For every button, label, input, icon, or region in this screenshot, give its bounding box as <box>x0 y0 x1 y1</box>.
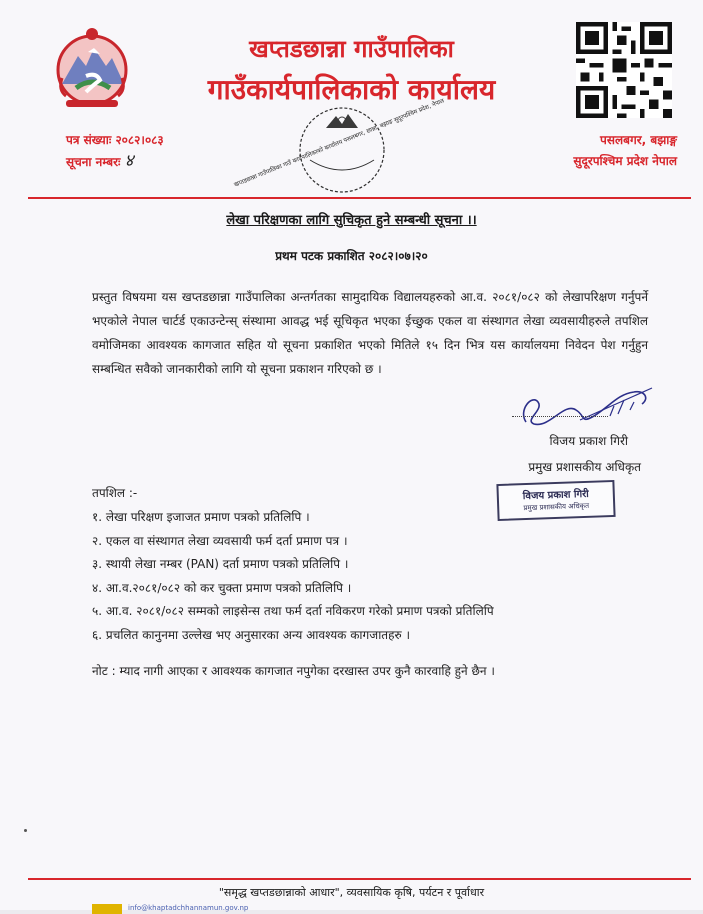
office-address <box>573 130 677 172</box>
list-item: २. एकल वा संस्थागत लेखा व्यवसायी फर्म दर्ता प्रमाण पत्र । <box>92 533 348 548</box>
list-item: ३. स्थायी लेखा नम्बर (PAN) दर्ता प्रमाण पत्रको प्रतिलिपि । <box>92 557 349 572</box>
notice-note: नोट : म्याद नागी आएका र आवश्यक कागजात नपुगेका दरखास्त उपर कुनै कारवाहि हुने छैन । <box>92 664 495 678</box>
address-line-1: पसलबगर, बझाङ्ग <box>600 133 677 147</box>
seal-text: खप्तडछान्ना गाउँपालिका गाउँ कार्यपालिकाको कार्यालय पसलबगर, छान्ना, बझाङ सुदूरपश्चिम प्रदेश, नेपाल <box>233 97 446 189</box>
required-documents-list <box>92 506 494 648</box>
notice-number-value: ४ <box>124 151 134 171</box>
signer-title: प्रमुख प्रशासकीय अधिकृत <box>528 460 641 474</box>
stamp-name: विजय प्रकाश गिरी <box>522 488 589 503</box>
letter-number-value: २०८२।०८३ <box>115 133 164 147</box>
address-line-2: सुदूरपश्चिम प्रदेश नेपाल <box>573 154 677 168</box>
signer-name: विजय प्रकाश गिरी <box>549 434 628 448</box>
footer-decoration <box>92 904 122 914</box>
signature-line <box>512 416 608 417</box>
name-stamp <box>496 480 615 521</box>
letter-number-label: पत्र संख्याः <box>66 133 112 147</box>
stamp-title: प्रमुख प्रशासकीय अधिकृत <box>523 501 590 513</box>
office-seal-icon <box>233 97 446 196</box>
notice-subject <box>0 210 703 228</box>
list-item: ५. आ.व. २०८१/०८२ सम्मको लाइसेन्स तथा फर्म दर्ता नविकरण गरेको प्रमाण पत्रको प्रतिलिपि <box>92 604 494 619</box>
office-name: गाउँकार्यपालिकाको कार्यालय <box>207 73 496 106</box>
signature-icon <box>514 380 664 430</box>
header-divider <box>28 197 691 199</box>
qr-code-icon <box>576 22 672 118</box>
notice-subject-text: लेखा परिक्षणका लागि सुचिकृत हुने सम्बन्धी सूचना ।। <box>226 213 477 228</box>
footer-divider <box>28 878 691 880</box>
org-name: खप्तडछान्ना गाउँपालिका <box>249 35 454 63</box>
notice-number-label: सूचना नम्बरः <box>66 155 121 169</box>
details-heading: तपशिल :- <box>92 486 138 500</box>
footer-motto: "समृद्ध खप्तडछान्नाको आधार", व्यवसायिक कृषि, पर्यटन र पूर्वाधार <box>218 886 485 899</box>
list-item: १. लेखा परिक्षण इजाजत प्रमाण पत्रको प्रतिलिपि । <box>92 510 310 524</box>
notice-body: प्रस्तुत विषयमा यस खप्तडछान्ना गाउँपालिका अन्तर्गतका सामुदायिक विद्यालयहरुको आ.व. २०८१/०८२ को लेखापरिक्षण गर्नुपर्ने भएकोले नेपाल चार्टर्ड एकाउन्टेन्स् संस्थामा आवद्ध भई सूचिकृत भएका ईच्छुक एकल वा संस्थागत लेखा व्यवसायीहरुले तपशिल वमोजिमका आवश्यक कागजात सहित यो सूचना प्रकाशित भएको मितिले १५ दिन भित्र यस कार्यालयमा निवेदन पेश गर्नुहुन सम्बन्धित सवैको जानकारीको लागि यो सूचना प्रकाशन गरिएको छ । <box>92 290 648 376</box>
notice-number <box>66 151 164 173</box>
published-date: प्रथम पटक प्रकाशित २०८२।०७।२० <box>275 249 428 263</box>
list-item: ६. प्रचलित कानुनमा उल्लेख भए अनुसारका अन्य आवश्यक कागजातहरु । <box>92 627 411 642</box>
list-item: ४. आ.व.२०८१/०८२ को कर चुक्ता प्रमाण पत्रको प्रतिलिपि । <box>92 580 352 595</box>
scan-speck <box>24 829 27 832</box>
letter-number <box>66 130 164 151</box>
letter-meta <box>66 130 164 173</box>
footer-email: info@khaptadchhannamun.gov.np <box>128 904 249 912</box>
